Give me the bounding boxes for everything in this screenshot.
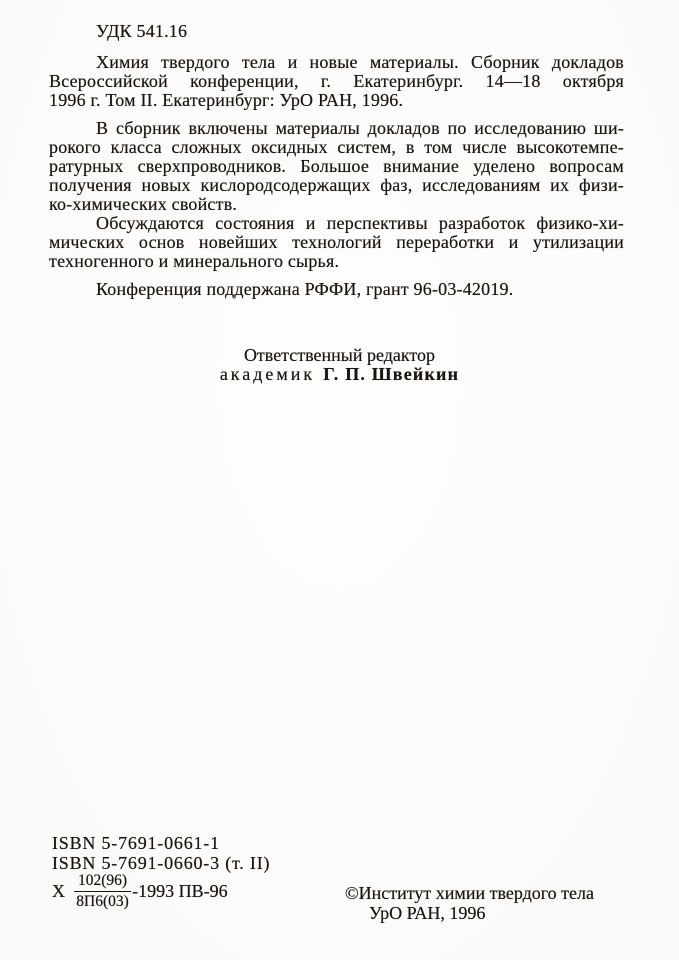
text-line: мических основ новейших технологий переработки и утилизации <box>49 232 624 252</box>
annotation-column <box>49 22 624 299</box>
isbn-volume-1: ISBN 5-7691-0661-1 <box>52 833 220 853</box>
udc-code: УДК 541.16 <box>96 21 188 41</box>
isbn-block <box>52 834 270 873</box>
text-line: Всероссийской конференции, г. Екатеринбург. 14—18 октября <box>49 71 624 91</box>
copyright-line-2: УрО РАН, 1996 <box>369 902 486 923</box>
text-line: получения новых кислородсодержащих фаз, исследованиям их физи- <box>49 175 624 195</box>
abstract-paragraph-2 <box>49 214 624 271</box>
text-line: Обсуждаются состояния и перспективы разработок физико-хи- <box>96 213 624 233</box>
editor-name: Г. П. Швейкин <box>323 364 460 384</box>
copyright-block <box>345 884 594 923</box>
copyright-line-1: ©Институт химии твердого тела <box>345 883 595 903</box>
editor-role: Ответственный редактор <box>243 345 436 365</box>
grant-note: Конференция поддержана РФФИ, грант 96-03-42019. <box>96 279 514 299</box>
catalog-letter: Х <box>52 880 65 901</box>
catalog-code <box>52 873 228 909</box>
catalog-suffix: -1993 ПВ-96 <box>132 880 228 901</box>
text-line: В сборник включены материалы докладов по исследованию ши- <box>96 118 624 138</box>
text-line: ратурных сверхпроводников. Большое внимание уделено вопросам <box>49 156 624 176</box>
text-line: Химия твердого тела и новые материалы. Сборник докладов <box>96 52 624 72</box>
text-line: ко-химических свойств. <box>49 194 238 214</box>
catalog-fraction-denominator: 8П6(03) <box>76 892 129 910</box>
text-line: рокого класса сложных оксидных систем, в том числе высокотемпе- <box>49 137 624 157</box>
catalog-fraction <box>74 873 131 909</box>
abstract-paragraph-1 <box>49 119 624 214</box>
isbn-volume-2: ISBN 5-7691-0660-3 (т. II) <box>52 852 271 873</box>
bibliographic-description <box>49 53 624 110</box>
editor-title: академик <box>219 364 316 384</box>
editor-block <box>0 346 679 384</box>
editor-line <box>0 365 679 384</box>
text-line: техногенного и минерального сырья. <box>49 251 340 271</box>
text-line: 1996 г. Том II. Екатеринбург: УрО РАН, 1996. <box>49 90 404 110</box>
catalog-fraction-numerator: 102(96) <box>74 873 131 892</box>
